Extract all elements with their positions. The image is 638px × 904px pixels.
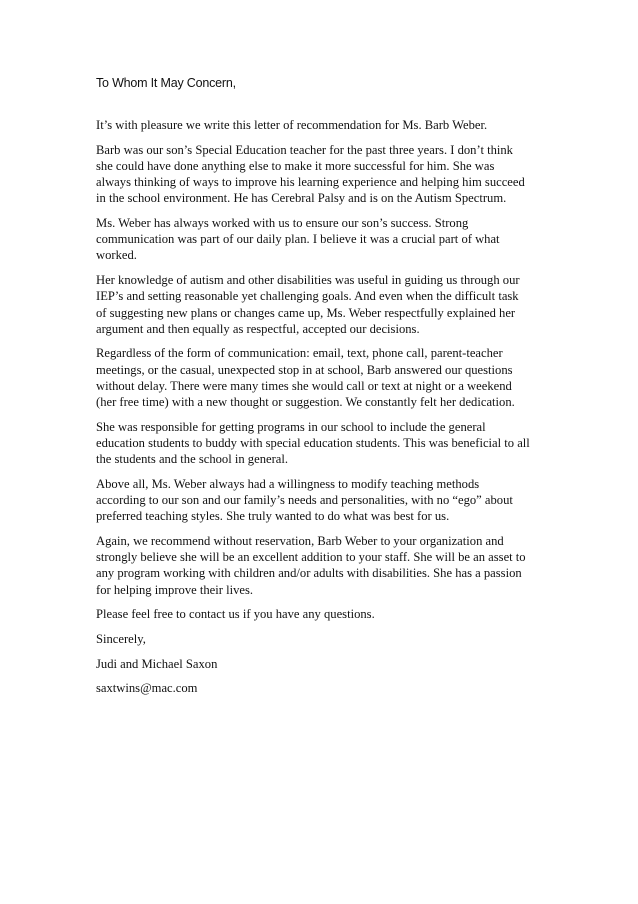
contact-email: saxtwins@mac.com bbox=[96, 681, 198, 696]
text-line: of suggesting new plans or changes came up, Ms. Weber respectfully explained her bbox=[96, 305, 516, 320]
text-line: she could have done anything else to make it more successful for him. She was bbox=[96, 158, 495, 173]
paragraph-contact-invite bbox=[96, 606, 546, 622]
paragraph-programs bbox=[96, 419, 546, 468]
salutation: To Whom It May Concern, bbox=[96, 76, 236, 90]
text-line: (her free time) with a new thought or suggestion. We constantly felt her dedication. bbox=[96, 395, 515, 410]
paragraph-knowledge bbox=[96, 272, 546, 337]
signature: Judi and Michael Saxon bbox=[96, 656, 218, 671]
closing: Sincerely, bbox=[96, 631, 146, 646]
letter-body bbox=[96, 117, 546, 705]
text-line: education students to buddy with special education students. This was beneficial to all bbox=[96, 435, 530, 450]
text-line: It’s with pleasure we write this letter of recommendation for Ms. Barb Weber. bbox=[96, 118, 488, 132]
paragraph-availability bbox=[96, 345, 546, 410]
text-line: for helping improve their lives. bbox=[96, 582, 254, 597]
text-line: argument and then equally as respectful, accepted our decisions. bbox=[96, 321, 420, 336]
paragraph-teacher-background bbox=[96, 142, 546, 207]
text-line: preferred teaching styles. She truly wanted to do what was best for us. bbox=[96, 509, 450, 524]
text-line: Ms. Weber has always worked with us to ensure our son’s success. Strong bbox=[96, 216, 469, 231]
text-line: Regardless of the form of communication: email, text, phone call, parent-teacher bbox=[96, 346, 503, 361]
text-line: IEP’s and setting reasonable yet challenging goals. And even when the difficult task bbox=[96, 289, 519, 304]
text-line: worked. bbox=[96, 248, 137, 263]
text-line: Please feel free to contact us if you have any questions. bbox=[96, 607, 375, 622]
text-line: meetings, or the casual, unexpected stop in at school, Barb answered our questions bbox=[96, 362, 513, 377]
paragraph-intro bbox=[96, 117, 546, 133]
text-line: without delay. There were many times she would call or text at night or a weekend bbox=[96, 378, 512, 393]
text-line: in the school environment. He has Cerebral Palsy and is on the Autism Spectrum. bbox=[96, 191, 507, 206]
text-line: Barb was our son’s Special Education teacher for the past three years. I don’t think bbox=[96, 142, 513, 157]
text-line: the students and the school in general. bbox=[96, 452, 289, 467]
paragraph-recommendation bbox=[96, 533, 546, 598]
text-line: always thinking of ways to improve his learning experience and helping him succeed bbox=[96, 175, 525, 190]
text-line: any program working with children and/or adults with disabilities. She has a passion bbox=[96, 566, 522, 581]
paragraph-adaptability bbox=[96, 476, 546, 525]
text-line: Again, we recommend without reservation, Barb Weber to your organization and bbox=[96, 533, 504, 548]
text-line: strongly believe she will be an excellent addition to your staff. She will be an asset to bbox=[96, 550, 526, 565]
text-line: Above all, Ms. Weber always had a willingness to modify teaching methods bbox=[96, 476, 480, 491]
text-line: She was responsible for getting programs in our school to include the general bbox=[96, 419, 486, 434]
paragraph-communication bbox=[96, 215, 546, 264]
text-line: Her knowledge of autism and other disabilities was useful in guiding us through our bbox=[96, 273, 520, 288]
text-line: communication was part of our daily plan. I believe it was a crucial part of what bbox=[96, 232, 500, 247]
text-line: according to our son and our family’s needs and personalities, with no “ego” about bbox=[96, 493, 513, 508]
